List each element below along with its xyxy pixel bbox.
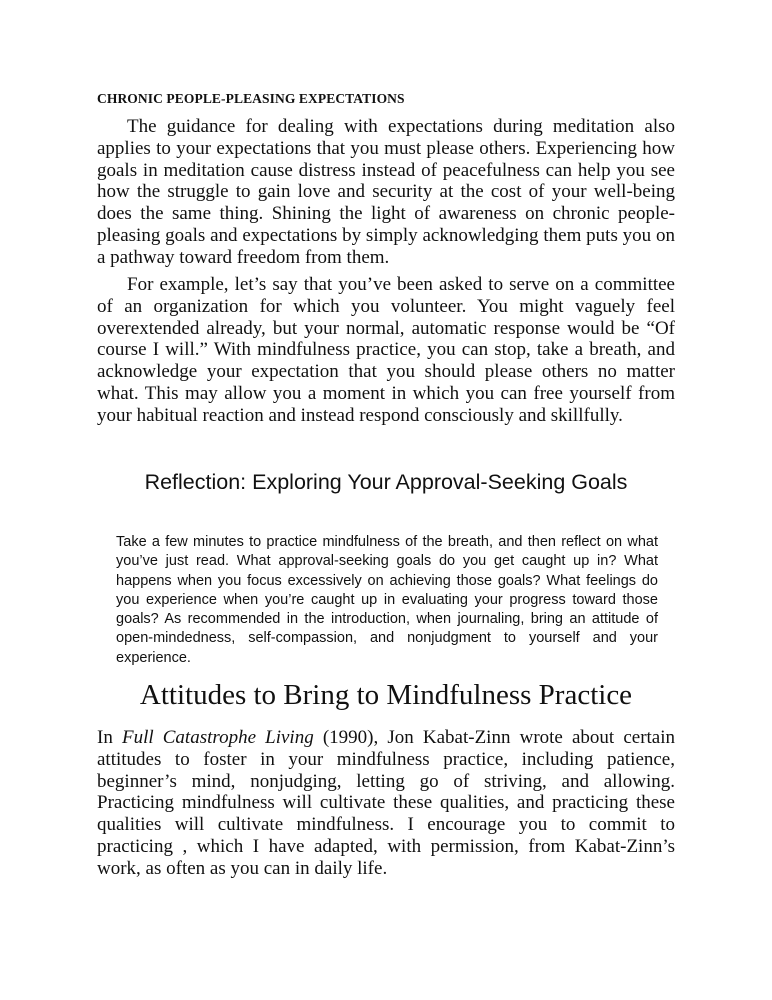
body-paragraph-3 xyxy=(97,727,675,880)
body-paragraph-1: The guidance for dealing with expectations during meditation also applies to your expectations that you must please others. Experiencing how goals in meditation cause distress instead of peacefulness can help you see how the struggle to gain love and security at the cost of your well-being does the same thing. Shining the light of awareness on chronic people-pleasing goals and expectations by simply acknowledging them puts you on a pathway toward freedom from them. xyxy=(97,116,675,268)
paragraph-3-suffix: (1990), Jon Kabat-Zinn wrote about certain attitudes to foster in your mindfulness practice, including patience, beginner’s mind, nonjudging, letting go of striving, and allowing. Practicing mindfulness will cultivate these qualities, and practicing these qualities will cultivate mindfulness. I encourage you to commit to practicing , which I have adapted, with permission, from Kabat-Zinn’s work, as often as you can in daily life. xyxy=(97,727,676,879)
paragraph-3-prefix: In xyxy=(97,727,122,748)
chapter-title: Attitudes to Bring to Mindfulness Practice xyxy=(139,679,633,711)
reflection-title: Reflection: Exploring Your Approval-Seeking Goals xyxy=(144,470,628,494)
book-title: Full Catastrophe Living xyxy=(121,727,314,748)
section-heading: CHRONIC PEOPLE-PLEASING EXPECTATIONS xyxy=(97,91,405,106)
body-paragraph-2: For example, let’s say that you’ve been asked to serve on a committee of an organization for which you volunteer. You might vaguely feel overextended already, but your normal, automatic response would be “Of course I will.” With mindfulness practice, you can stop, take a breath, and acknowledge your expectation that you should please others no matter what. This may allow you a moment in which you can free yourself from your habitual reaction and instead respond consciously and skillfully. xyxy=(97,274,675,426)
reflection-body: Take a few minutes to practice mindfulness of the breath, and then reflect on what you’ve just read. What approval-seeking goals do you get caught up in? What happens when you focus excessively on achieving those goals? What feelings do you experience when you’re caught up in evaluating your progress toward those goals? As recommended in the introduction, when journaling, bring an attitude of open-mindedness, self-compassion, and nonjudgment to yourself and your experience. xyxy=(116,534,658,666)
